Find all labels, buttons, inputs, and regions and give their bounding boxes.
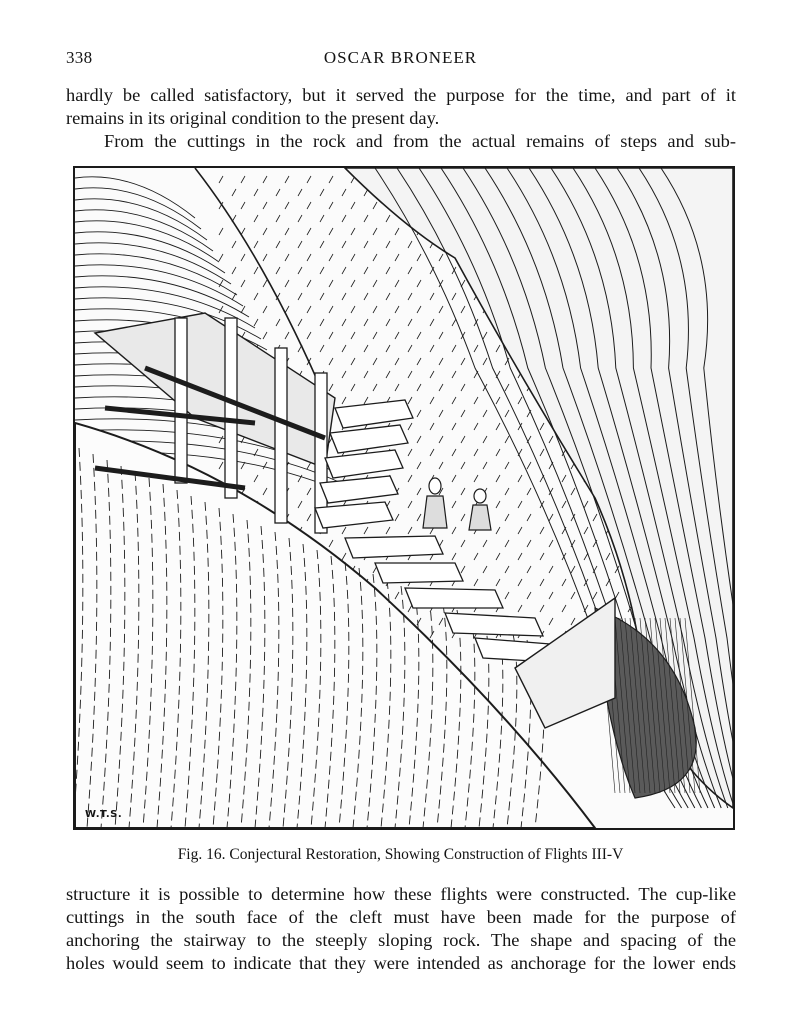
text-line: remains in its original condition to the present day.: [66, 108, 440, 128]
bottom-paragraph: [66, 883, 736, 975]
text-line: From the cuttings in the rock and from the actual remains of steps and sub-: [104, 131, 736, 151]
restoration-drawing: [75, 168, 733, 828]
text-line: holes would seem to indicate that they were intended as anchorage for the lower ends: [66, 953, 736, 973]
running-head: OSCAR BRONEER: [323, 48, 478, 67]
text-line: structure it is possible to determine how these flights were constructed. The cup-like: [66, 884, 736, 904]
figure-caption: Fig. 16. Conjectural Restoration, Showing Construction of Flights III-V: [177, 846, 624, 863]
page-number: 338: [66, 48, 93, 67]
top-paragraph: [66, 84, 736, 153]
artist-initials: W.T.S.: [85, 809, 123, 820]
text-line: cuttings in the south face of the cleft must have been made for the purpose of: [66, 907, 736, 927]
figure-head: [429, 478, 441, 494]
text-line: anchoring the stairway to the steeply sloping rock. The shape and spacing of the: [66, 930, 736, 950]
figure-illustration: [73, 166, 735, 830]
text-line: hardly be called satisfactory, but it served the purpose for the time, and part of it: [66, 85, 736, 105]
figure-body: [423, 496, 447, 528]
figure-body: [469, 505, 491, 530]
figure-head: [474, 489, 486, 503]
